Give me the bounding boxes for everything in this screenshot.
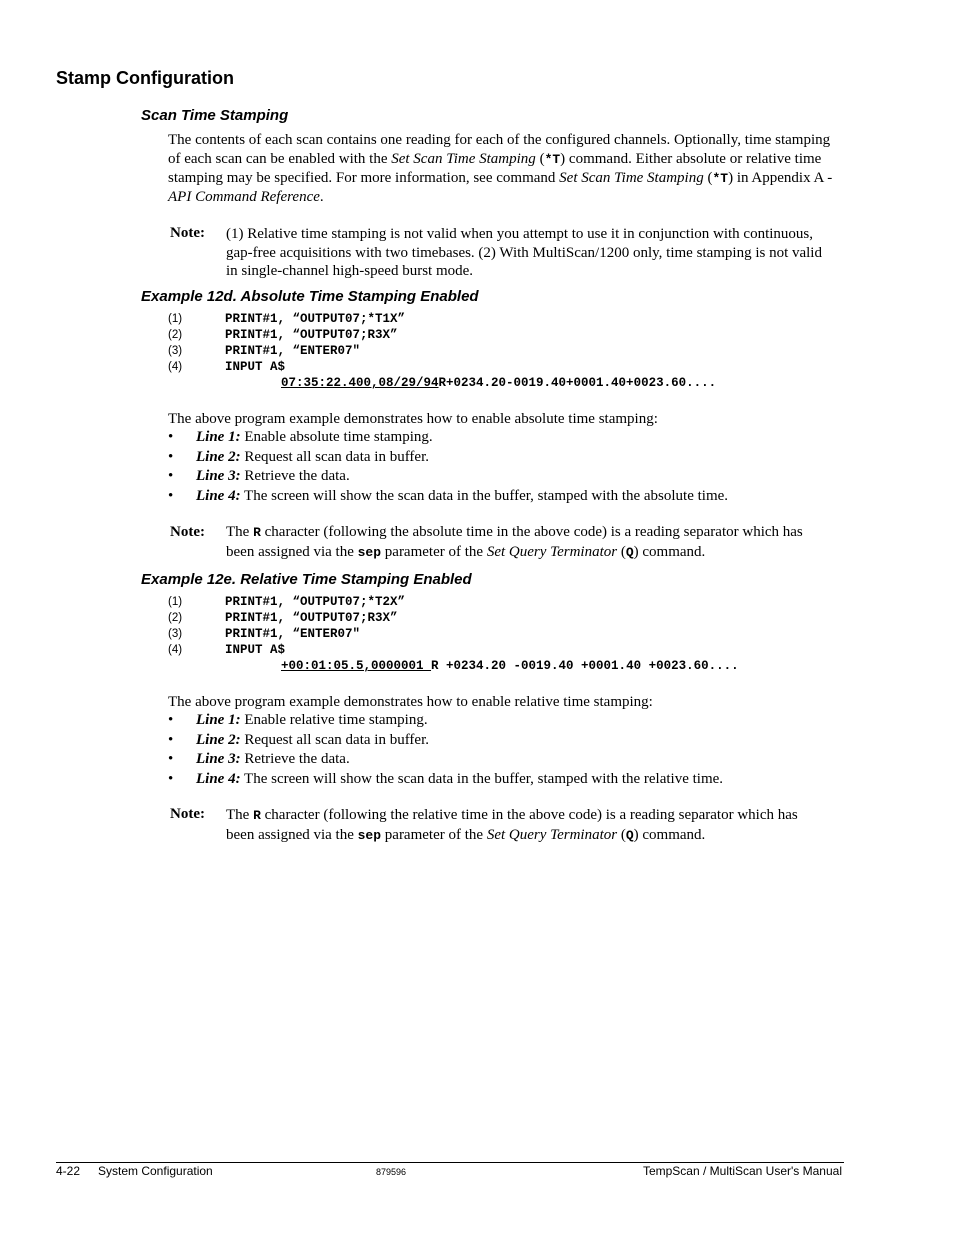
list-item: • Line 2: Request all scan data in buffer. (168, 448, 728, 468)
bullet-list (168, 711, 723, 789)
bullet-list (168, 428, 728, 506)
footer-doc-number: 879596 (376, 1167, 407, 1177)
code-line-number: (2) (168, 329, 183, 341)
section-heading: Scan Time Stamping (141, 107, 289, 124)
code-line-number: (1) (168, 313, 183, 325)
note-label: Note: (170, 524, 205, 540)
code-line-number: (2) (168, 612, 183, 624)
list-item: • Line 4: The screen will show the scan data in the buffer, stamped with the relative time. (168, 770, 723, 790)
code-line-number: (3) (168, 345, 183, 357)
code-line: PRINT#1, “OUTPUT07;R3X” (225, 328, 398, 342)
example-description: The above program example demonstrates how to enable relative time stamping: (168, 694, 653, 710)
code-line: PRINT#1, “OUTPUT07;*T1X” (225, 312, 406, 326)
footer-chapter: System Configuration (98, 1164, 213, 1178)
code-line-number: (1) (168, 596, 183, 608)
example-description: The above program example demonstrates how to enable absolute time stamping: (168, 411, 658, 427)
footer-page-number: 4-22 (56, 1164, 81, 1178)
list-item: • Line 4: The screen will show the scan data in the buffer, stamped with the absolute time. (168, 487, 728, 507)
code-line: INPUT A$ (225, 643, 286, 657)
intro-paragraph: The contents of each scan contains one reading for each of the configured channels. Optionally, time stamping of each scan can be enabled with the Set Scan Time Stamping (*T) command. Either absolute or relative time stamping may be specified. For more information, see command Set Scan Time Stamping (*T) in Appendix A - API Command Reference. (168, 132, 833, 205)
example-heading: Example 12e. Relative Time Stamping Enabled (141, 571, 472, 588)
example-heading: Example 12d. Absolute Time Stamping Enabled (141, 288, 479, 305)
note-text: The R character (following the absolute time in the above code) is a reading separator which has been assigned via the sep parameter of the Set Query Terminator (Q) command. (226, 524, 803, 560)
code-line: PRINT#1, “OUTPUT07;R3X” (225, 611, 398, 625)
code-line: PRINT#1, “ENTER07" (225, 627, 361, 641)
code-line: PRINT#1, “OUTPUT07;*T2X” (225, 595, 406, 609)
code-output: 07:35:22.400,08/29/94R+0234.20-0019.40+0001.40+0023.60.... (281, 376, 717, 390)
page-title: Stamp Configuration (56, 68, 234, 88)
list-item: • Line 2: Request all scan data in buffer. (168, 731, 723, 751)
footer-manual-title: TempScan / MultiScan User's Manual (642, 1164, 842, 1178)
code-line: PRINT#1, “ENTER07" (225, 344, 361, 358)
code-line-number: (3) (168, 628, 183, 640)
list-item: • Line 3: Retrieve the data. (168, 467, 728, 487)
code-line-number: (4) (168, 644, 183, 656)
note-text: The R character (following the relative time in the above code) is a reading separator which has been assigned via the sep parameter of the Set Query Terminator (Q) command. (226, 807, 798, 843)
note-text: (1) Relative time stamping is not valid when you attempt to use it in conjunction with continuous, gap-free acquisitions with two timebases. (2) With MultiScan/1200 only, time stamping is not valid in single-channel high-speed burst mode. (226, 226, 822, 279)
note-label: Note: (170, 225, 205, 241)
code-line-number: (4) (168, 361, 183, 373)
list-item: • Line 3: Retrieve the data. (168, 750, 723, 770)
list-item: • Line 1: Enable relative time stamping. (168, 711, 723, 731)
note-label: Note: (170, 806, 205, 822)
list-item: • Line 1: Enable absolute time stamping. (168, 428, 728, 448)
code-line: INPUT A$ (225, 360, 286, 374)
code-output: +00:01:05.5,0000001 R +0234.20 -0019.40 +0001.40 +0023.60.... (281, 659, 739, 673)
footer-rule (56, 1162, 844, 1163)
